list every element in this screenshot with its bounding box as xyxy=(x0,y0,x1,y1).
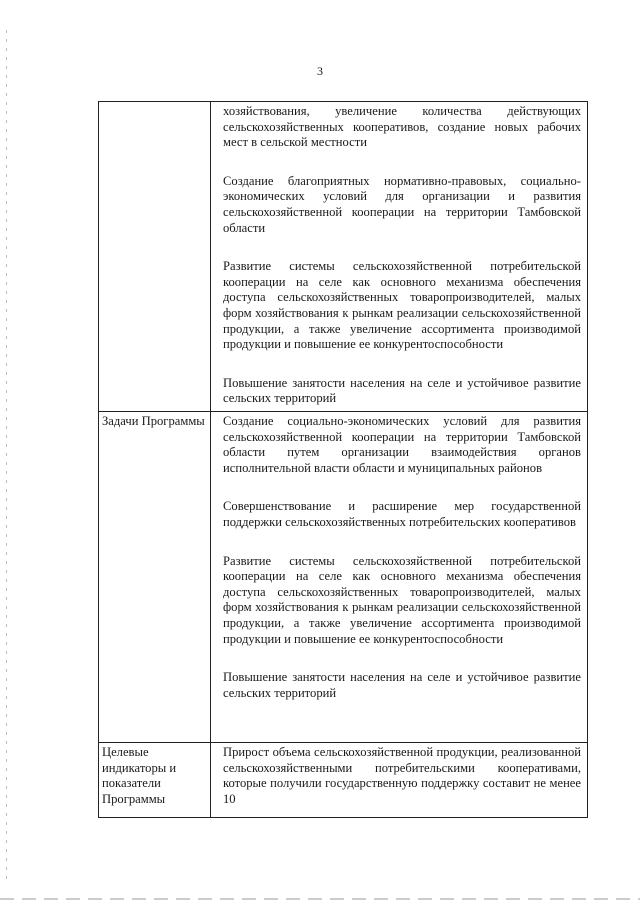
paragraph: Создание благоприятных нормативно-правовых, социально-экономических условий для организации и развития сельскохозяйственной кооперации на территории Тамбовской области xyxy=(223,173,581,235)
paragraph: Развитие системы сельскохозяйственной потребительской кооперации на селе как основного механизма обеспечения доступа сельскохозяйственных товаропроизводителей, малых форм хозяйствования к рынкам реализации сельскохозяйственной продукции, а также увеличение ассортимента производимой продукции и повышение ее конкурентоспособности xyxy=(223,259,581,352)
paragraph: Прирост объема сельскохозяйственной продукции, реализованной сельскохозяйственными потребительскими кооперативами, которые получили государственную поддержку составит не менее 10 xyxy=(223,745,581,806)
row-content xyxy=(211,743,588,818)
table-row-continuation xyxy=(99,102,588,412)
row-label xyxy=(99,102,211,412)
paragraph: Развитие системы сельскохозяйственной потребительской кооперации на селе как основного механизма обеспечения доступа сельскохозяйственных товаропроизводителей, малых форм хозяйствования к рынкам реализации сельскохозяйственной продукции, а также увеличение ассортимента производимой продукции и повышение ее конкурентоспособности xyxy=(223,553,581,646)
scan-bottom-mark xyxy=(0,898,640,900)
paragraph: Повышение занятости населения на селе и устойчивое развитие сельских территорий xyxy=(223,670,581,700)
row-content xyxy=(211,412,588,743)
row-label: Задачи Программы xyxy=(99,412,211,743)
page-number: 3 xyxy=(317,64,323,78)
paragraph: Повышение занятости населения на селе и устойчивое развитие сельских территорий xyxy=(223,375,581,406)
table-row-tasks xyxy=(99,412,588,743)
paragraph: хозяйствования, увеличение количества действующих сельскохозяйственных кооперативов, создание новых рабочих мест в сельской местности xyxy=(223,104,581,150)
paragraph: Создание социально-экономических условий для развития сельскохозяйственной кооперации на территории Тамбовской области путем организации взаимодействия органов исполнительной власти области и муниципальных районов xyxy=(223,414,581,475)
program-passport-table xyxy=(98,101,588,818)
row-label: Целевые индикаторы и показатели Программы xyxy=(99,743,211,818)
row-content xyxy=(211,102,588,412)
scan-edge-mark xyxy=(6,30,7,880)
table-row-indicators xyxy=(99,743,588,818)
paragraph: Совершенствование и расширение мер государственной поддержки сельскохозяйственных потребительских кооперативов xyxy=(223,499,581,529)
